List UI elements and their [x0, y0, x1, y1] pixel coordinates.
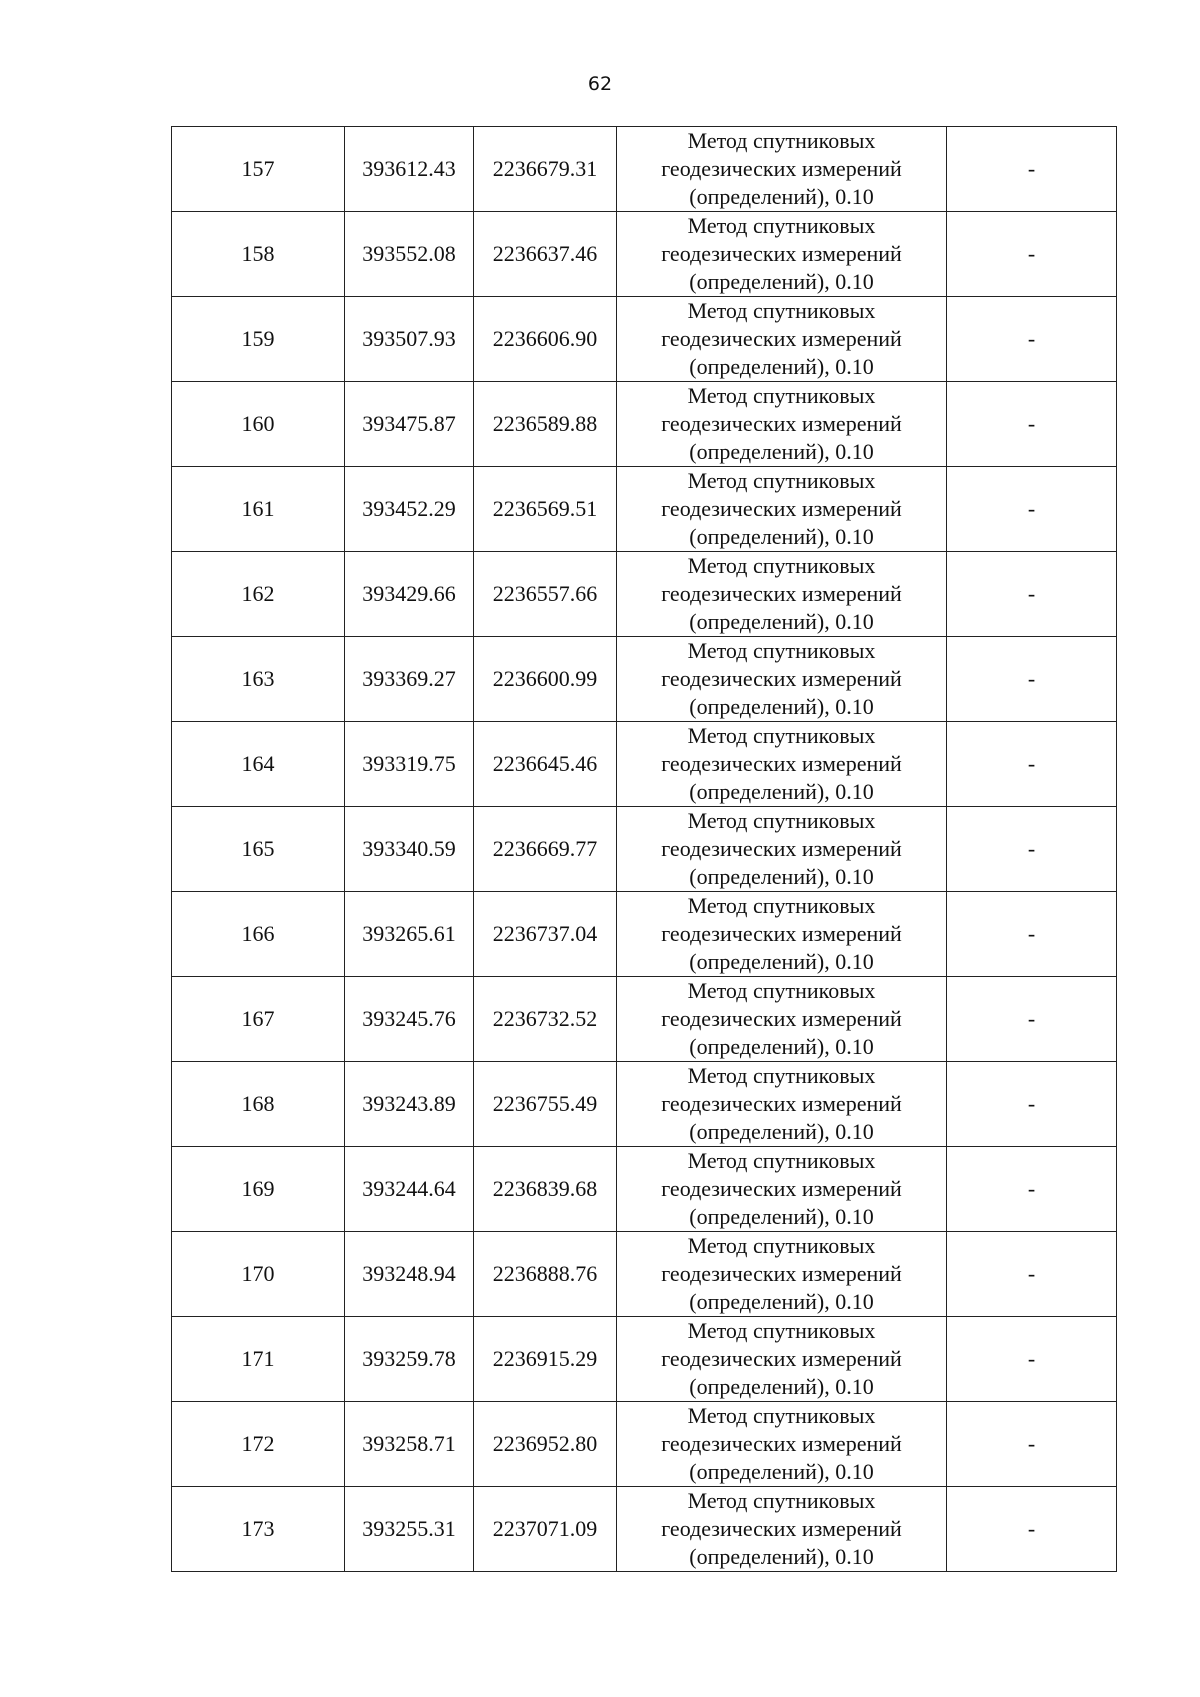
method-line: Метод спутниковых	[687, 1403, 876, 1428]
method-cell	[617, 1317, 947, 1402]
method-cell	[617, 637, 947, 722]
method-cell	[617, 1402, 947, 1487]
note-cell: -	[947, 1232, 1117, 1317]
x-coordinate-cell: 393429.66	[345, 552, 474, 637]
method-line: геодезических измерений	[661, 1176, 902, 1201]
x-coordinate-cell: 393255.31	[345, 1487, 474, 1572]
x-coordinate-cell: 393369.27	[345, 637, 474, 722]
method-line: (определений), 0.10	[689, 949, 874, 974]
method-line: Метод спутниковых	[687, 893, 876, 918]
method-line: Метод спутниковых	[687, 383, 876, 408]
note-cell: -	[947, 382, 1117, 467]
coordinates-table-body	[172, 127, 1117, 1572]
method-line: (определений), 0.10	[689, 864, 874, 889]
method-line: Метод спутниковых	[687, 808, 876, 833]
method-line: (определений), 0.10	[689, 524, 874, 549]
x-coordinate-cell: 393258.71	[345, 1402, 474, 1487]
note-cell: -	[947, 1317, 1117, 1402]
method-cell	[617, 552, 947, 637]
table-row	[172, 807, 1117, 892]
method-line: Метод спутниковых	[687, 978, 876, 1003]
y-coordinate-cell: 2236737.04	[474, 892, 617, 977]
point-number-cell: 173	[172, 1487, 345, 1572]
x-coordinate-cell: 393340.59	[345, 807, 474, 892]
x-coordinate-cell: 393507.93	[345, 297, 474, 382]
method-line: Метод спутниковых	[687, 723, 876, 748]
method-line: (определений), 0.10	[689, 1204, 874, 1229]
method-cell	[617, 1232, 947, 1317]
method-line: геодезических измерений	[661, 1261, 902, 1286]
table-row	[172, 127, 1117, 212]
x-coordinate-cell: 393452.29	[345, 467, 474, 552]
table-row	[172, 467, 1117, 552]
x-coordinate-cell: 393243.89	[345, 1062, 474, 1147]
point-number-cell: 160	[172, 382, 345, 467]
x-coordinate-cell: 393265.61	[345, 892, 474, 977]
method-cell	[617, 807, 947, 892]
method-line: Метод спутниковых	[687, 1148, 876, 1173]
note-cell: -	[947, 212, 1117, 297]
method-cell	[617, 212, 947, 297]
note-cell: -	[947, 1487, 1117, 1572]
method-line: (определений), 0.10	[689, 269, 874, 294]
method-cell	[617, 127, 947, 212]
table-row	[172, 1062, 1117, 1147]
method-line: (определений), 0.10	[689, 1459, 874, 1484]
table-row	[172, 977, 1117, 1062]
method-line: геодезических измерений	[661, 1006, 902, 1031]
page-number: 62	[587, 73, 613, 95]
table-row	[172, 1402, 1117, 1487]
note-cell: -	[947, 977, 1117, 1062]
point-number-cell: 162	[172, 552, 345, 637]
method-cell	[617, 467, 947, 552]
note-cell: -	[947, 127, 1117, 212]
note-cell: -	[947, 892, 1117, 977]
method-cell	[617, 722, 947, 807]
x-coordinate-cell: 393319.75	[345, 722, 474, 807]
method-line: геодезических измерений	[661, 751, 902, 776]
method-line: (определений), 0.10	[689, 779, 874, 804]
y-coordinate-cell: 2237071.09	[474, 1487, 617, 1572]
y-coordinate-cell: 2236888.76	[474, 1232, 617, 1317]
y-coordinate-cell: 2236645.46	[474, 722, 617, 807]
table-row	[172, 637, 1117, 722]
table-row	[172, 1487, 1117, 1572]
y-coordinate-cell: 2236569.51	[474, 467, 617, 552]
note-cell: -	[947, 1147, 1117, 1232]
method-line: геодезических измерений	[661, 496, 902, 521]
method-line: геодезических измерений	[661, 156, 902, 181]
method-line: (определений), 0.10	[689, 1289, 874, 1314]
note-cell: -	[947, 807, 1117, 892]
y-coordinate-cell: 2236755.49	[474, 1062, 617, 1147]
method-line: Метод спутниковых	[687, 213, 876, 238]
point-number-cell: 159	[172, 297, 345, 382]
table-row	[172, 1147, 1117, 1232]
method-line: Метод спутниковых	[687, 1063, 876, 1088]
x-coordinate-cell: 393248.94	[345, 1232, 474, 1317]
y-coordinate-cell: 2236637.46	[474, 212, 617, 297]
x-coordinate-cell: 393612.43	[345, 127, 474, 212]
note-cell: -	[947, 1402, 1117, 1487]
point-number-cell: 169	[172, 1147, 345, 1232]
y-coordinate-cell: 2236669.77	[474, 807, 617, 892]
table-row	[172, 1317, 1117, 1402]
point-number-cell: 157	[172, 127, 345, 212]
y-coordinate-cell: 2236952.80	[474, 1402, 617, 1487]
method-line: геодезических измерений	[661, 326, 902, 351]
method-line: геодезических измерений	[661, 241, 902, 266]
method-cell	[617, 1147, 947, 1232]
method-line: (определений), 0.10	[689, 184, 874, 209]
table-row	[172, 892, 1117, 977]
y-coordinate-cell: 2236557.66	[474, 552, 617, 637]
method-line: геодезических измерений	[661, 1346, 902, 1371]
method-line: Метод спутниковых	[687, 128, 876, 153]
y-coordinate-cell: 2236600.99	[474, 637, 617, 722]
note-cell: -	[947, 722, 1117, 807]
table-row	[172, 382, 1117, 467]
x-coordinate-cell: 393552.08	[345, 212, 474, 297]
note-cell: -	[947, 637, 1117, 722]
method-line: Метод спутниковых	[687, 468, 876, 493]
table-row	[172, 552, 1117, 637]
point-number-cell: 170	[172, 1232, 345, 1317]
method-line: Метод спутниковых	[687, 553, 876, 578]
table-row	[172, 722, 1117, 807]
point-number-cell: 158	[172, 212, 345, 297]
note-cell: -	[947, 1062, 1117, 1147]
x-coordinate-cell: 393244.64	[345, 1147, 474, 1232]
method-cell	[617, 1062, 947, 1147]
method-line: Метод спутниковых	[687, 1233, 876, 1258]
table-row	[172, 297, 1117, 382]
method-line: геодезических измерений	[661, 1091, 902, 1116]
method-line: (определений), 0.10	[689, 609, 874, 634]
method-line: геодезических измерений	[661, 1516, 902, 1541]
method-cell	[617, 977, 947, 1062]
method-line: (определений), 0.10	[689, 1119, 874, 1144]
method-line: геодезических измерений	[661, 1431, 902, 1456]
method-line: геодезических измерений	[661, 666, 902, 691]
method-line: Метод спутниковых	[687, 298, 876, 323]
point-number-cell: 164	[172, 722, 345, 807]
point-number-cell: 163	[172, 637, 345, 722]
method-line: геодезических измерений	[661, 836, 902, 861]
point-number-cell: 161	[172, 467, 345, 552]
note-cell: -	[947, 297, 1117, 382]
point-number-cell: 167	[172, 977, 345, 1062]
method-cell	[617, 297, 947, 382]
point-number-cell: 166	[172, 892, 345, 977]
y-coordinate-cell: 2236589.88	[474, 382, 617, 467]
point-number-cell: 165	[172, 807, 345, 892]
method-line: (определений), 0.10	[689, 354, 874, 379]
note-cell: -	[947, 467, 1117, 552]
y-coordinate-cell: 2236679.31	[474, 127, 617, 212]
method-line: (определений), 0.10	[689, 439, 874, 464]
method-line: (определений), 0.10	[689, 1374, 874, 1399]
point-number-cell: 171	[172, 1317, 345, 1402]
method-line: (определений), 0.10	[689, 1544, 874, 1569]
method-line: (определений), 0.10	[689, 694, 874, 719]
x-coordinate-cell: 393245.76	[345, 977, 474, 1062]
coordinates-table	[171, 126, 1117, 1572]
method-line: Метод спутниковых	[687, 638, 876, 663]
table-row	[172, 212, 1117, 297]
y-coordinate-cell: 2236732.52	[474, 977, 617, 1062]
method-line: геодезических измерений	[661, 921, 902, 946]
method-line: Метод спутниковых	[687, 1318, 876, 1343]
y-coordinate-cell: 2236915.29	[474, 1317, 617, 1402]
point-number-cell: 172	[172, 1402, 345, 1487]
method-cell	[617, 382, 947, 467]
table-row	[172, 1232, 1117, 1317]
method-line: геодезических измерений	[661, 581, 902, 606]
method-line: геодезических измерений	[661, 411, 902, 436]
x-coordinate-cell: 393475.87	[345, 382, 474, 467]
method-cell	[617, 1487, 947, 1572]
y-coordinate-cell: 2236606.90	[474, 297, 617, 382]
note-cell: -	[947, 552, 1117, 637]
method-line: (определений), 0.10	[689, 1034, 874, 1059]
method-cell	[617, 892, 947, 977]
method-line: Метод спутниковых	[687, 1488, 876, 1513]
x-coordinate-cell: 393259.78	[345, 1317, 474, 1402]
y-coordinate-cell: 2236839.68	[474, 1147, 617, 1232]
point-number-cell: 168	[172, 1062, 345, 1147]
